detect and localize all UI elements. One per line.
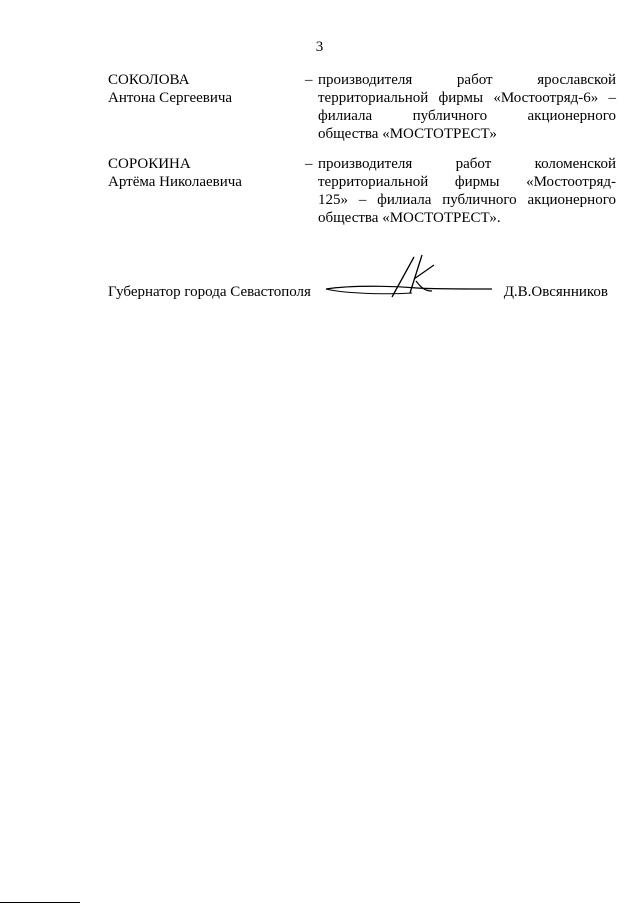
position-line: территориальной фирмы «Мостоотряд-6» – bbox=[318, 90, 616, 106]
position-line: производителя работ коломенской bbox=[318, 156, 616, 172]
position-line: территориальной фирмы «Мостоотряд- bbox=[318, 174, 616, 190]
awardee-position bbox=[318, 71, 616, 143]
signatory-position: Губернатор города Севастополя bbox=[108, 284, 311, 300]
signatory-name: Д.В.Овсянников bbox=[503, 284, 608, 300]
awardee-given-name: Артёма Николаевича bbox=[108, 174, 242, 190]
awardee-name bbox=[108, 71, 298, 107]
separator-dash: – bbox=[305, 72, 313, 88]
footer-divider bbox=[0, 902, 80, 903]
awardee-name bbox=[108, 155, 298, 191]
awardee-surname: СОКОЛОВА bbox=[108, 72, 190, 88]
awardee-surname: СОРОКИНА bbox=[108, 156, 191, 172]
position-line: филиала публичного акционерного bbox=[318, 108, 616, 124]
separator-dash: – bbox=[305, 156, 313, 172]
position-line: производителя работ ярославской bbox=[318, 72, 616, 88]
awardee-given-name: Антона Сергеевича bbox=[108, 90, 233, 106]
awardee-position bbox=[318, 155, 616, 227]
position-line: 125» – филиала публичного акционерного bbox=[318, 192, 616, 208]
position-line: общества «МОСТОТРЕСТ». bbox=[318, 210, 501, 226]
signature-block bbox=[108, 283, 608, 307]
page-number: 3 bbox=[315, 39, 324, 55]
handwritten-signature bbox=[322, 253, 497, 303]
position-line: общества «МОСТОТРЕСТ» bbox=[318, 126, 497, 142]
